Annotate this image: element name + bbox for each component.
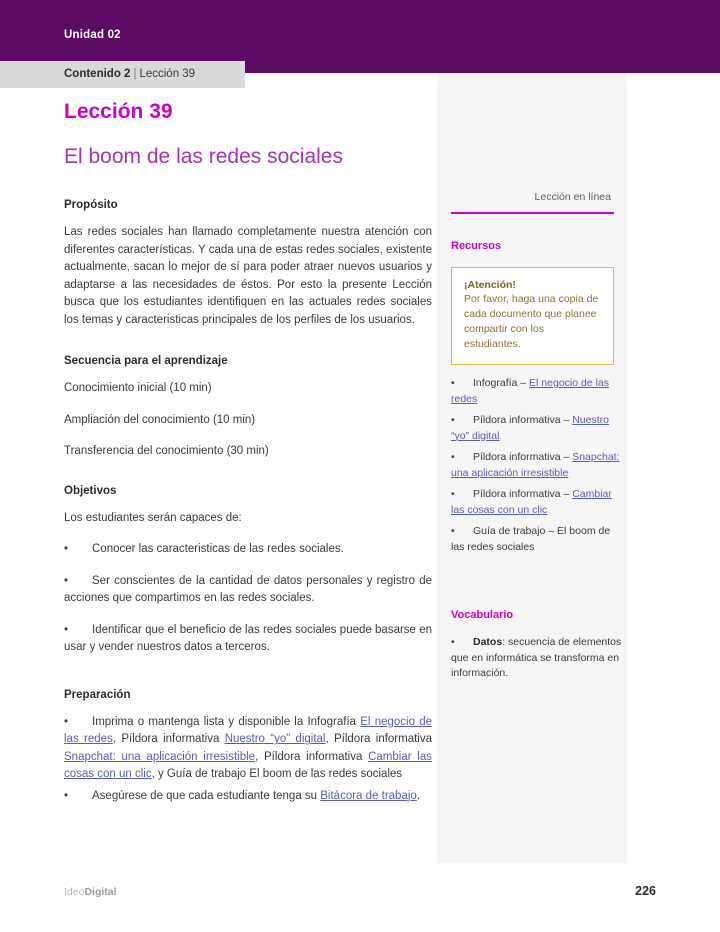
link-cambiar-las-cosas-con-un-clic[interactable]: Cambiar las cosas con un clic [64, 750, 432, 781]
bullet-icon: • [64, 543, 69, 556]
sequence-heading: Secuencia para el aprendizaje [64, 355, 228, 368]
preparation-text-1: Imprima o mantenga lista y disponible la Infografía [92, 715, 361, 728]
list-item [451, 635, 623, 682]
lesson-number-heading: Lección 39 [64, 100, 173, 123]
link-el-negocio-de-las-redes[interactable]: El negocio de las redes [64, 715, 432, 746]
bullet-icon: • [451, 451, 455, 463]
link-bitacora-de-trabajo[interactable]: Bitácora de trabajo [320, 789, 417, 802]
link-snapchat-aplicacion-irresistible[interactable]: Snapchat: una aplicación irresistible [451, 451, 620, 479]
vocabulario-heading: Vocabulario [451, 609, 514, 621]
list-item [451, 413, 623, 444]
list-item [451, 376, 623, 407]
vocab-definition: : secuencia de elementos que en informática se transforma en información. [451, 636, 622, 679]
list-item [451, 524, 623, 555]
objective-bullet [64, 622, 432, 657]
attention-title: ¡Atención! [464, 279, 516, 291]
bullet-icon: • [451, 414, 455, 426]
footer-brand [64, 886, 117, 898]
preparation-text-5: , y Guía de trabajo El boom de las redes sociales [151, 768, 403, 781]
objective-text: Ser conscientes de la cantidad de datos personales y registro de acciones que compartimos en las redes sociales. [64, 574, 432, 605]
preparation-text-3: , Píldora informativa [325, 733, 433, 746]
resource-prefix: Infografía – [473, 377, 530, 389]
brand-light: Ideo [64, 886, 85, 898]
attention-callout [451, 267, 614, 365]
purpose-heading: Propósito [64, 199, 118, 212]
purpose-paragraph: Las redes sociales han llamado completamente nuestra atención con diferentes características. Y cada una de estas redes sociales, existente actualmente, sacan lo mejor de sí para poder atraer nuevos usuarios y adaptarse a las necesidades de éstos. Por esto la presente Lección busca que los estudiantes identifiquen en las actuales redes sociales los temas y caracteristicas principales de los perfiles de los usuarios. [64, 226, 432, 326]
brand-bold: Digital [84, 886, 117, 898]
objective-text: Conocer las caracteristicas de las redes sociales. [92, 543, 344, 556]
link-nuestro-yo-digital[interactable]: Nuestro “yo” digital [224, 733, 326, 746]
list-item [451, 487, 623, 518]
list-item [451, 450, 623, 481]
main-content-column [64, 100, 432, 819]
sequence-item: Transferencia del conocimiento (30 min) [64, 445, 269, 458]
recursos-heading: Recursos [451, 240, 502, 252]
page-number: 226 [635, 884, 656, 898]
unit-label: Unidad 02 [64, 29, 121, 41]
accent-divider [451, 212, 614, 214]
bullet-icon: • [451, 488, 455, 500]
attention-body: Por favor, haga una copia de cada documento que planee compartir con los estudiantes. [464, 293, 599, 350]
preparation-text-4: , Píldora informativa [255, 750, 369, 763]
resource-prefix: Píldora informativa – [473, 488, 573, 500]
online-lesson-label: Lección en línea [534, 191, 611, 203]
bullet-icon: • [64, 789, 69, 802]
link-cambiar-las-cosas-con-un-clic[interactable]: Cambiar las cosas con un clic [451, 488, 612, 516]
sequence-item: Conocimiento inicial (10 min) [64, 382, 212, 395]
objective-bullet [64, 541, 432, 559]
preparation2-text-1: Asegúrese de que cada estudiante tenga su [92, 789, 321, 802]
link-el-negocio-de-las-redes[interactable]: El negocio de las redes [451, 377, 610, 405]
link-nuestro-yo-digital[interactable]: Nuestro “yo” digital [451, 414, 609, 442]
preparation-bullet [64, 788, 432, 806]
breadcrumb [64, 68, 195, 80]
sidebar [437, 73, 627, 863]
bullet-icon: • [451, 636, 455, 648]
bullet-icon: • [64, 623, 69, 636]
resource-prefix: Píldora informativa – [473, 414, 573, 426]
objective-bullet [64, 573, 432, 608]
vocabulary-list [451, 635, 623, 682]
link-snapchat-aplicacion-irresistible[interactable]: Snapchat: una aplicación irresistible [64, 750, 256, 763]
breadcrumb-separator: | [133, 68, 137, 80]
preparation2-text-2: . [416, 789, 421, 802]
preparation-text-2: , Píldora informativa [112, 733, 225, 746]
breadcrumb-lesson: Lección 39 [139, 68, 196, 80]
preparation-bullet [64, 714, 432, 784]
resource-list [451, 376, 623, 561]
lesson-title-heading: El boom de las redes sociales [64, 145, 343, 169]
objectives-intro: Los estudiantes serán capaces de: [64, 511, 242, 524]
objectives-heading: Objetivos [64, 484, 117, 497]
vocab-term: Datos [473, 636, 503, 648]
bullet-icon: • [64, 715, 69, 728]
bullet-icon: • [64, 574, 69, 587]
bullet-icon: • [451, 377, 455, 389]
objective-text: Identificar que el beneficio de las redes sociales puede basarse en usar y vender nuestros datos a terceros. [64, 623, 432, 654]
preparation-heading: Preparación [64, 688, 131, 701]
breadcrumb-content: Contenido 2 [64, 68, 131, 80]
resource-prefix: Píldora informativa – [473, 451, 573, 463]
bullet-icon: • [451, 525, 455, 537]
resource-prefix: Guía de trabajo – El boom de las redes sociales [451, 525, 611, 553]
sequence-item: Ampliación del conocimiento (10 min) [64, 413, 256, 426]
